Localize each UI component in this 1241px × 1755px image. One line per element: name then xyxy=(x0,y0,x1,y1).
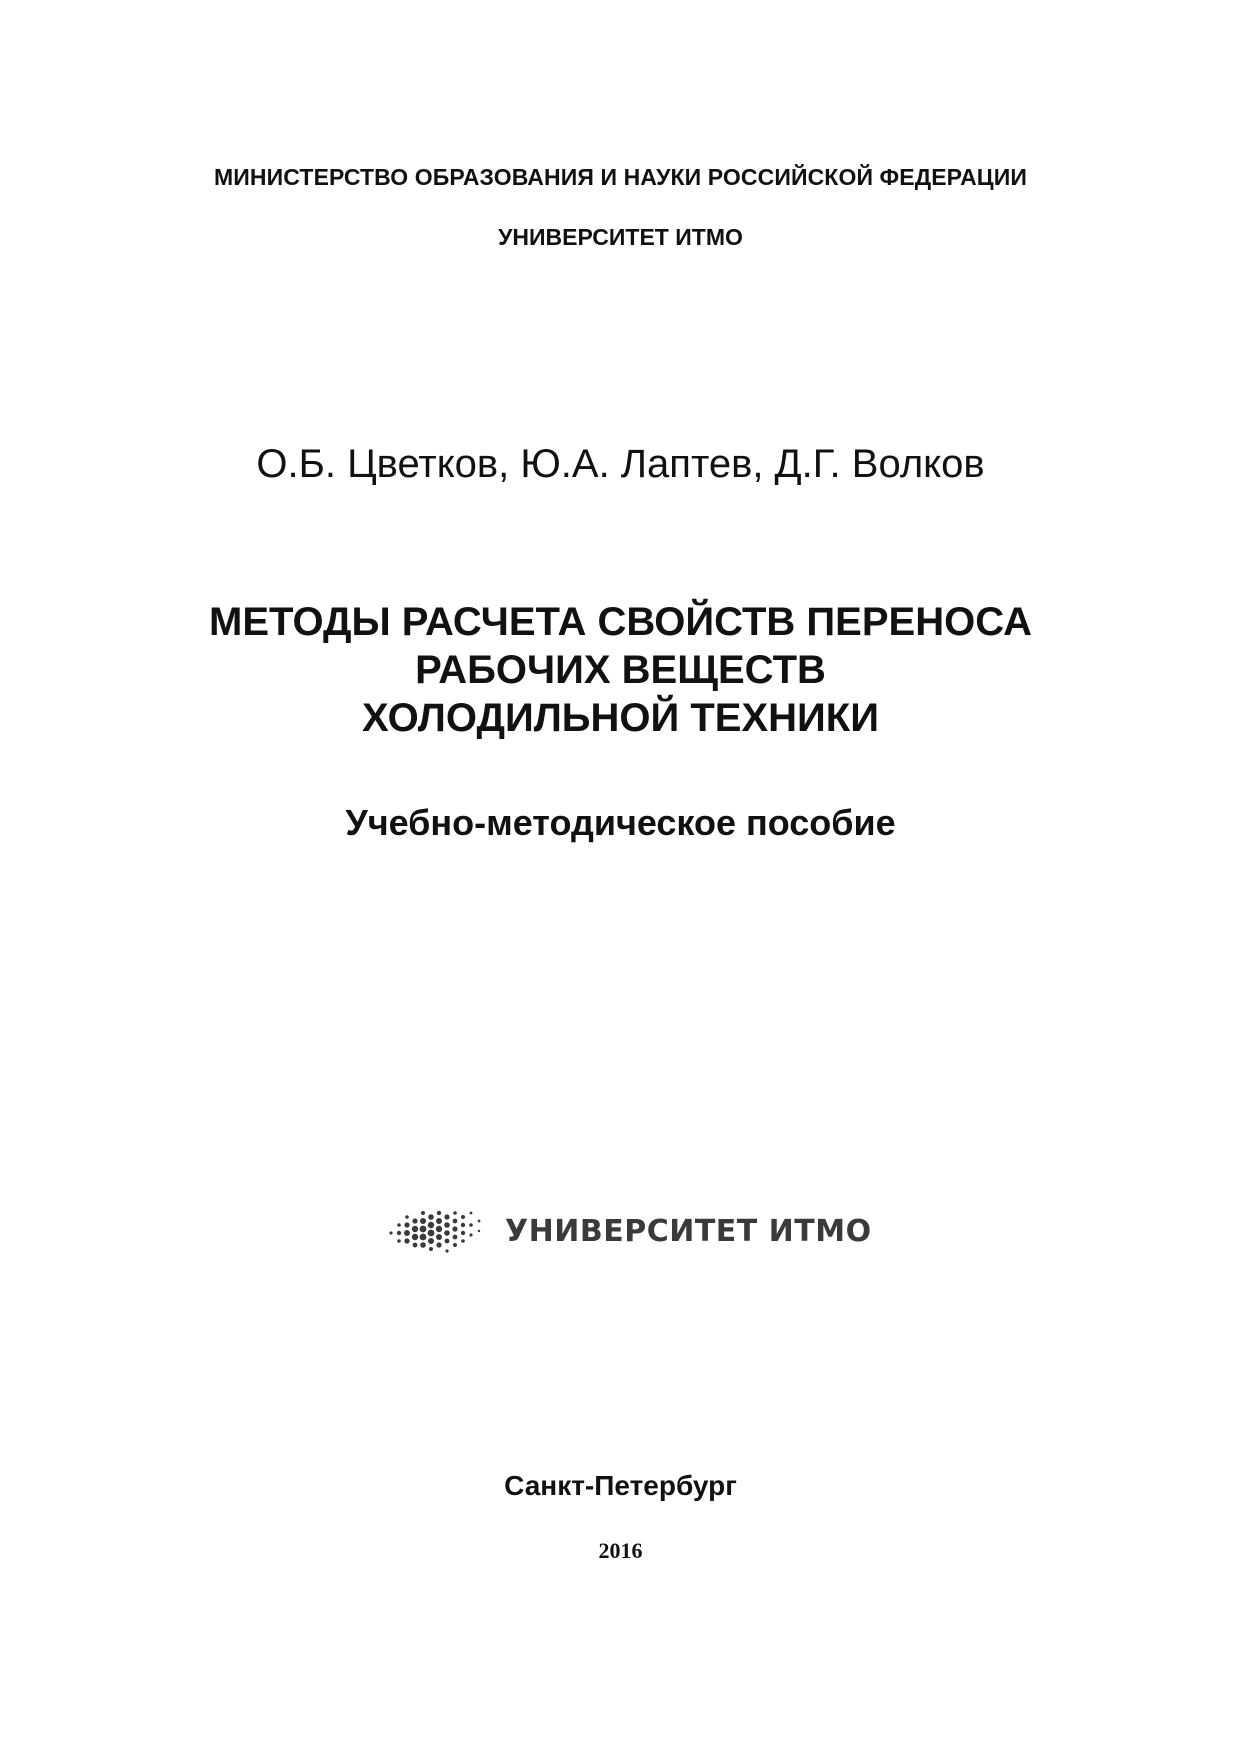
itmo-logo xyxy=(385,1205,872,1261)
publication-city: Санкт-Петербург xyxy=(504,1470,737,1501)
book-title-line-2: РАБОЧИХ ВЕЩЕСТВ xyxy=(415,648,826,692)
book-title-line-1: МЕТОДЫ РАСЧЕТА СВОЙСТВ ПЕРЕНОСА xyxy=(209,600,1032,644)
book-title xyxy=(0,598,1241,742)
ministry-heading: МИНИСТЕРСТВО ОБРАЗОВАНИЯ И НАУКИ РОССИЙСКОЙ ФЕДЕРАЦИИ xyxy=(214,164,1027,190)
publication-year: 2016 xyxy=(598,1538,643,1563)
university-heading: УНИВЕРСИТЕТ ИТМО xyxy=(498,224,743,250)
itmo-dots-logo-icon xyxy=(385,1205,495,1261)
book-subtitle: Учебно-методическое пособие xyxy=(345,802,896,843)
itmo-logo-text: УНИВЕРСИТЕТ ИТМО xyxy=(505,1214,872,1249)
authors: О.Б. Цветков, Ю.А. Лаптев, Д.Г. Волков xyxy=(256,442,985,486)
book-title-line-3: ХОЛОДИЛЬНОЙ ТЕХНИКИ xyxy=(362,696,879,740)
